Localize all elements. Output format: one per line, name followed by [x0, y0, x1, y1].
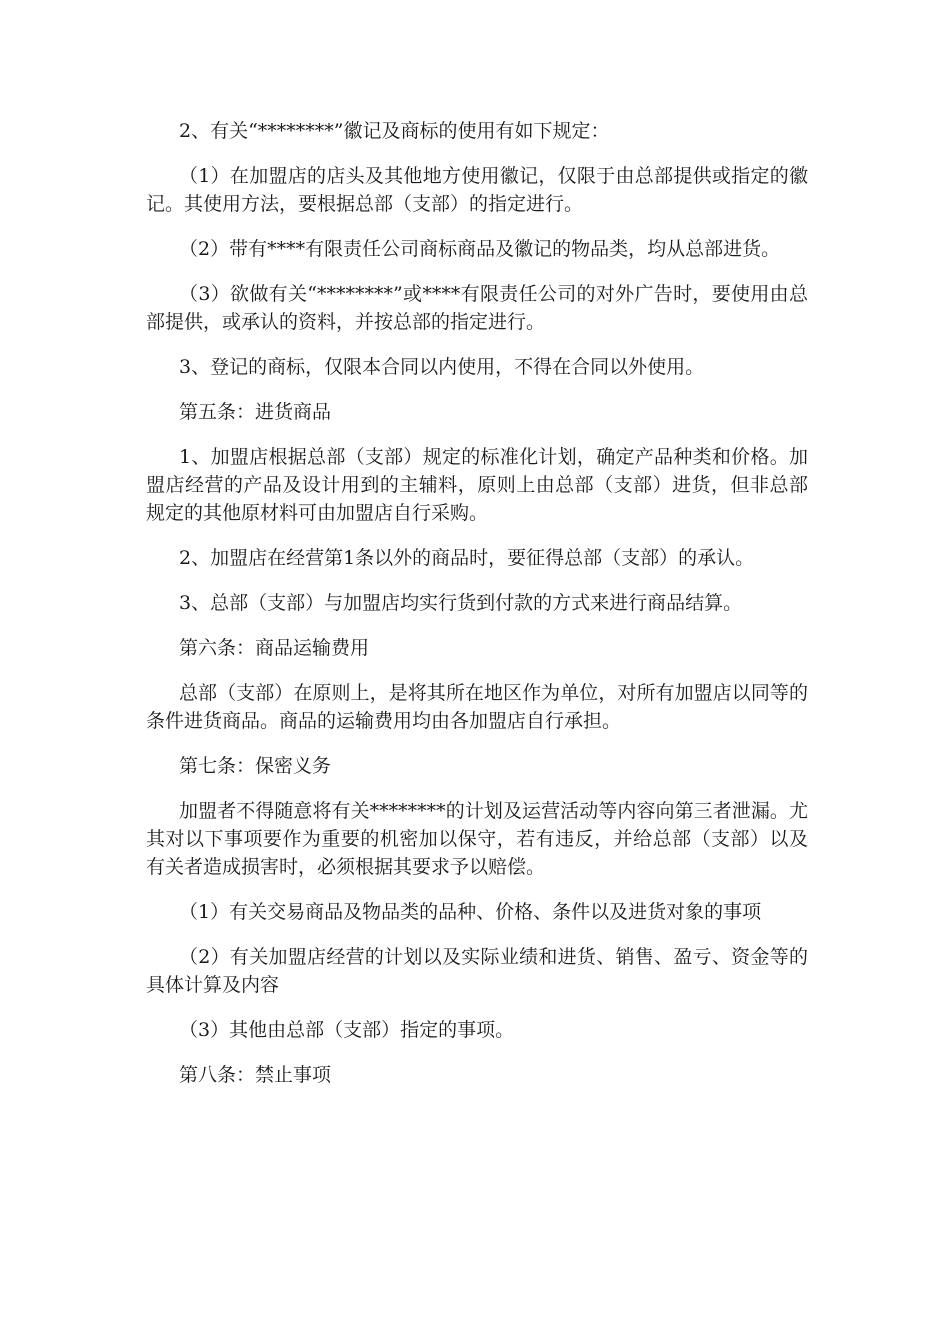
paragraph-confidentiality-item-1: （1）有关交易商品及物品类的品种、价格、条件以及进货对象的事项 — [179, 901, 762, 923]
paragraph-confidentiality-item-2: （2）有关加盟店经营的计划以及实际业绩和进货、销售、盈亏、资金等的具体计算及内容 — [146, 946, 808, 996]
section-heading-article-6: 第六条：商品运输费用 — [179, 637, 370, 659]
paragraph-shipping-costs: 总部（支部）在原则上，是将其所在地区作为单位，对所有加盟店以同等的条件进货商品。商品的运输费用均由各加盟店自行承担。 — [146, 682, 808, 732]
section-heading-article-8: 第八条：禁止事项 — [179, 1064, 332, 1086]
document-body — [146, 117, 808, 1106]
paragraph-trademark-rule-2: （2）带有****有限责任公司商标商品及徽记的物品类，均从总部进货。 — [179, 238, 781, 260]
paragraph-trademark-scope: 3、登记的商标，仅限本合同以内使用，不得在合同以外使用。 — [179, 356, 705, 378]
paragraph-trademark-rule-1: （1）在加盟店的店头及其他地方使用徽记，仅限于由总部提供或指定的徽记。其使用方法，要根据总部（支部）的指定进行。 — [146, 165, 808, 215]
paragraph-purchasing-1: 1、加盟店根据总部（支部）规定的标准化计划，确定产品种类和价格。加盟店经营的产品及设计用到的主辅料，原则上由总部（支部）进货，但非总部规定的其他原材料可由加盟店自行采购。 — [146, 446, 808, 524]
paragraph-purchasing-2: 2、加盟店在经营第1条以外的商品时，要征得总部（支部）的承认。 — [179, 547, 755, 569]
paragraph-purchasing-3: 3、总部（支部）与加盟店均实行货到付款的方式来进行商品结算。 — [179, 592, 743, 614]
paragraph-confidentiality: 加盟者不得随意将有关********的计划及运营活动等内容向第三者泄漏。尤其对以下事项要作为重要的机密加以保守，若有违反，并给总部（支部）以及有关者造成损害时，必须根据其要求予以赔偿。 — [146, 800, 808, 878]
paragraph-trademark-rules-intro: 2、有关“********”徽记及商标的使用有如下规定： — [179, 120, 610, 142]
paragraph-confidentiality-item-3: （3）其他由总部（支部）指定的事项。 — [179, 1019, 515, 1041]
section-heading-article-5: 第五条：进货商品 — [179, 401, 332, 423]
paragraph-trademark-rule-3: （3）欲做有关“********”或****有限责任公司的对外广告时，要使用由总部提供，或承认的资料，并按总部的指定进行。 — [146, 283, 808, 333]
section-heading-article-7: 第七条：保密义务 — [179, 755, 332, 777]
